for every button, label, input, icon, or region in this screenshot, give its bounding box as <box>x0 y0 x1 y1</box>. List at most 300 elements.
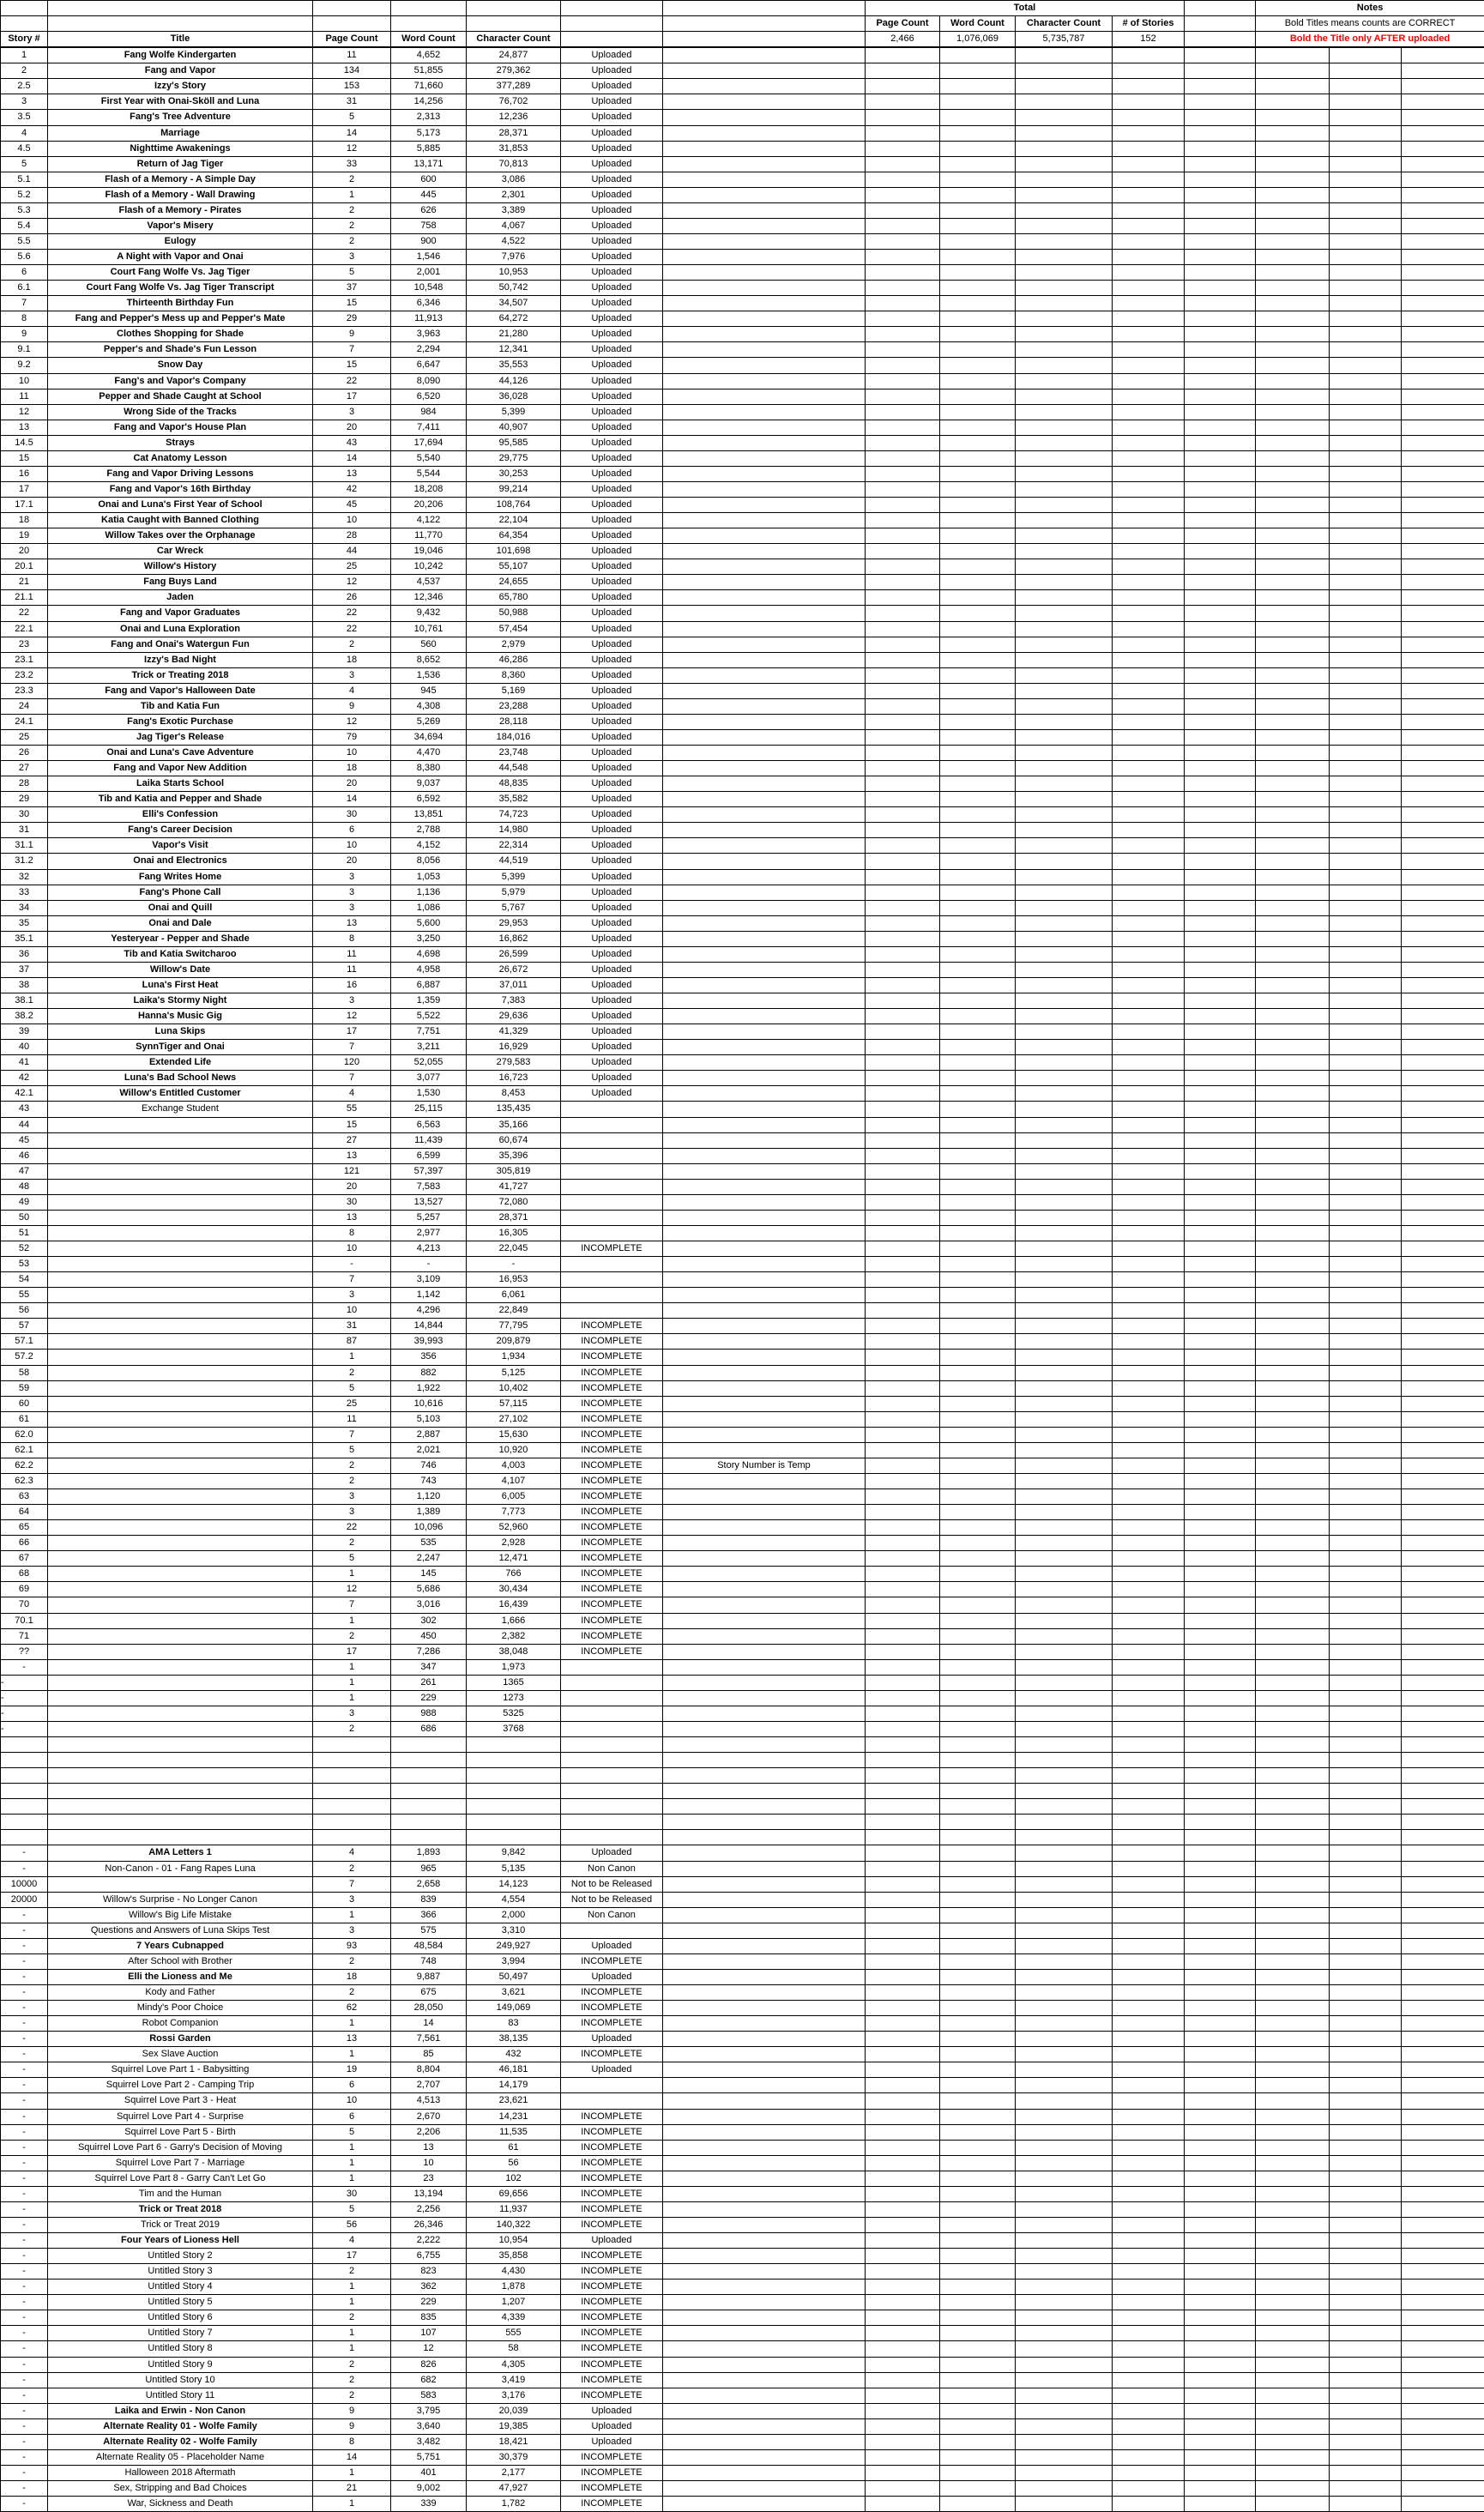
cell-empty[interactable] <box>1330 1815 1402 1830</box>
cell-note[interactable] <box>663 2047 866 2062</box>
cell-status[interactable]: INCOMPLETE <box>561 2280 663 2295</box>
cell-empty[interactable] <box>940 1799 1016 1815</box>
cell-empty[interactable] <box>1113 1923 1185 1938</box>
cell-empty[interactable] <box>1016 1071 1113 1086</box>
cell-empty[interactable] <box>1185 1799 1256 1815</box>
cell-empty[interactable] <box>1256 667 1330 683</box>
cell-empty[interactable] <box>866 187 940 202</box>
cell-note[interactable] <box>663 1985 866 2001</box>
cell-empty[interactable] <box>1256 1288 1330 1303</box>
cell-page-count[interactable]: 22 <box>313 621 391 637</box>
cell-empty[interactable] <box>940 63 1016 79</box>
cell-character-count[interactable]: 8,453 <box>467 1086 561 1102</box>
cell-empty[interactable] <box>940 2093 1016 2109</box>
cell-note[interactable] <box>663 1582 866 1597</box>
cell-status[interactable] <box>561 1194 663 1210</box>
cell-page-count[interactable]: 4 <box>313 1845 391 1861</box>
cell-note[interactable] <box>663 1907 866 1923</box>
cell-empty[interactable] <box>866 1907 940 1923</box>
cell-empty[interactable] <box>1402 1520 1484 1536</box>
cell-page-count[interactable]: 3 <box>313 993 391 1009</box>
cell-empty[interactable] <box>1113 1706 1185 1721</box>
cell-empty[interactable] <box>1256 79 1330 94</box>
cell-status[interactable]: INCOMPLETE <box>561 2047 663 2062</box>
cell-empty[interactable] <box>1185 590 1256 606</box>
cell-title[interactable] <box>48 1132 313 1148</box>
cell-empty[interactable] <box>1256 977 1330 993</box>
cell-empty[interactable] <box>1113 962 1185 977</box>
cell-empty[interactable] <box>1402 1551 1484 1567</box>
cell-empty[interactable] <box>1185 1845 1256 1861</box>
cell-status[interactable] <box>561 1117 663 1132</box>
cell-empty[interactable] <box>866 559 940 575</box>
cell-empty[interactable] <box>1256 466 1330 481</box>
cell-empty[interactable] <box>1256 2465 1330 2480</box>
cell-note[interactable] <box>663 962 866 977</box>
cell-empty[interactable] <box>940 1024 1016 1040</box>
cell-empty[interactable] <box>866 466 940 481</box>
cell-status[interactable]: INCOMPLETE <box>561 1597 663 1613</box>
cell-story-num[interactable]: 5.2 <box>1 187 48 202</box>
cell-empty[interactable] <box>940 1721 1016 1736</box>
cell-note[interactable] <box>663 125 866 141</box>
cell-empty[interactable] <box>1402 977 1484 993</box>
cell-empty[interactable] <box>866 528 940 544</box>
cell-note[interactable] <box>663 1380 866 1396</box>
cell-empty[interactable] <box>1402 265 1484 281</box>
cell-title[interactable]: Onai and Luna's Cave Adventure <box>48 746 313 761</box>
cell-empty[interactable] <box>1185 1396 1256 1411</box>
cell-page-count[interactable]: 11 <box>313 47 391 63</box>
cell-empty[interactable] <box>940 498 1016 513</box>
cell-empty[interactable] <box>866 110 940 125</box>
cell-page-count[interactable]: 2 <box>313 218 391 233</box>
cell-empty[interactable] <box>940 931 1016 946</box>
cell-title[interactable] <box>48 1582 313 1597</box>
cell-empty[interactable] <box>561 1799 663 1815</box>
cell-empty[interactable] <box>866 729 940 745</box>
cell-empty[interactable] <box>1330 698 1402 714</box>
cell-empty[interactable] <box>1256 218 1330 233</box>
cell-empty[interactable] <box>1330 2124 1402 2140</box>
cell-word-count[interactable]: 401 <box>391 2465 467 2480</box>
cell-note[interactable] <box>663 1675 866 1690</box>
cell-story-num[interactable]: - <box>1 1985 48 2001</box>
cell-character-count[interactable]: 35,858 <box>467 2249 561 2264</box>
cell-empty[interactable] <box>1330 1086 1402 1102</box>
cell-empty[interactable] <box>940 792 1016 807</box>
cell-empty[interactable] <box>1330 1194 1402 1210</box>
cell-note[interactable] <box>663 838 866 854</box>
cell-empty[interactable] <box>1113 1675 1185 1690</box>
cell-note[interactable] <box>663 575 866 590</box>
cell-page-count[interactable]: 18 <box>313 761 391 776</box>
cell-story-num[interactable]: 57.2 <box>1 1350 48 1365</box>
cell-empty[interactable] <box>940 1815 1016 1830</box>
cell-word-count[interactable]: 12 <box>391 2341 467 2357</box>
cell-empty[interactable] <box>866 1675 940 1690</box>
cell-story-num[interactable]: - <box>1 2140 48 2155</box>
cell-status[interactable]: Uploaded <box>561 172 663 187</box>
cell-empty[interactable] <box>1185 1071 1256 1086</box>
cell-empty[interactable] <box>1256 1706 1330 1721</box>
cell-title[interactable]: Fang and Vapor's Halloween Date <box>48 683 313 698</box>
cell-empty[interactable] <box>1256 698 1330 714</box>
cell-status[interactable]: Uploaded <box>561 962 663 977</box>
cell-word-count[interactable]: 145 <box>391 1567 467 1582</box>
cell-empty[interactable] <box>1185 2186 1256 2201</box>
cell-note[interactable] <box>663 2093 866 2109</box>
cell-title[interactable]: Onai and Luna's First Year of School <box>48 498 313 513</box>
cell-empty[interactable] <box>866 652 940 667</box>
cell-empty[interactable] <box>1330 2264 1402 2280</box>
cell-word-count[interactable]: 6,647 <box>391 358 467 373</box>
cell-page-count[interactable]: 5 <box>313 2201 391 2217</box>
cell-character-count[interactable]: 12,236 <box>467 110 561 125</box>
cell-empty[interactable] <box>1402 1194 1484 1210</box>
cell-page-count[interactable]: 22 <box>313 373 391 389</box>
cell-empty[interactable] <box>1113 575 1185 590</box>
cell-empty[interactable] <box>1113 1597 1185 1613</box>
cell-empty[interactable] <box>1402 1102 1484 1117</box>
cell-empty[interactable] <box>940 746 1016 761</box>
cell-empty[interactable] <box>866 1350 940 1365</box>
cell-empty[interactable] <box>1185 606 1256 621</box>
cell-page-count[interactable]: 31 <box>313 1319 391 1334</box>
cell-word-count[interactable]: 26,346 <box>391 2217 467 2232</box>
cell-empty[interactable] <box>1402 1210 1484 1225</box>
cell-character-count[interactable]: 1,934 <box>467 1350 561 1365</box>
cell-note[interactable] <box>663 1272 866 1288</box>
cell-status[interactable]: Uploaded <box>561 977 663 993</box>
cell-empty[interactable] <box>1016 1148 1113 1163</box>
cell-empty[interactable] <box>1016 590 1113 606</box>
cell-empty[interactable] <box>940 977 1016 993</box>
cell-empty[interactable] <box>561 1768 663 1784</box>
cell-title[interactable]: Snow Day <box>48 358 313 373</box>
cell-status[interactable]: INCOMPLETE <box>561 2465 663 2480</box>
cell-character-count[interactable]: 15,630 <box>467 1427 561 1442</box>
cell-empty[interactable] <box>940 1210 1016 1225</box>
cell-character-count[interactable]: 72,080 <box>467 1194 561 1210</box>
cell-empty[interactable] <box>1402 2217 1484 2232</box>
cell-page-count[interactable]: 9 <box>313 2418 391 2434</box>
cell-story-num[interactable]: 62.1 <box>1 1442 48 1458</box>
cell-empty[interactable] <box>866 838 940 854</box>
cell-note[interactable] <box>663 1613 866 1628</box>
cell-empty[interactable] <box>1256 2264 1330 2280</box>
cell-empty[interactable] <box>1185 1040 1256 1055</box>
cell-character-count[interactable]: 36,028 <box>467 389 561 404</box>
cell-empty[interactable] <box>1402 1690 1484 1706</box>
cell-empty[interactable] <box>1185 1102 1256 1117</box>
cell-word-count[interactable]: 2,977 <box>391 1225 467 1241</box>
cell-empty[interactable] <box>1016 1597 1113 1613</box>
cell-word-count[interactable]: 600 <box>391 172 467 187</box>
cell-title[interactable]: Untitled Story 4 <box>48 2280 313 2295</box>
cell-page-count[interactable]: - <box>313 1257 391 1272</box>
cell-empty[interactable] <box>1330 1365 1402 1380</box>
cell-word-count[interactable]: 85 <box>391 2047 467 2062</box>
cell-empty[interactable] <box>1185 544 1256 559</box>
cell-title[interactable]: 7 Years Cubnapped <box>48 1938 313 1953</box>
cell-character-count[interactable]: 35,582 <box>467 792 561 807</box>
cell-empty[interactable] <box>1113 79 1185 94</box>
cell-empty[interactable] <box>1402 2418 1484 2434</box>
cell-empty[interactable] <box>1185 2140 1256 2155</box>
cell-empty[interactable] <box>1256 2326 1330 2341</box>
cell-page-count[interactable]: 2 <box>313 2264 391 2280</box>
cell-character-count[interactable]: 31,853 <box>467 141 561 156</box>
cell-character-count[interactable]: 10,954 <box>467 2233 561 2249</box>
cell-character-count[interactable]: 95,585 <box>467 435 561 450</box>
cell-empty[interactable] <box>1185 807 1256 823</box>
cell-empty[interactable] <box>1185 172 1256 187</box>
cell-character-count[interactable]: 4,107 <box>467 1473 561 1488</box>
cell-empty[interactable] <box>1330 606 1402 621</box>
cell-title[interactable]: Luna Skips <box>48 1024 313 1040</box>
cell-empty[interactable] <box>1256 761 1330 776</box>
cell-page-count[interactable]: 5 <box>313 1551 391 1567</box>
cell-title[interactable]: Willow's Big Life Mistake <box>48 1907 313 1923</box>
cell-empty[interactable] <box>1402 1659 1484 1675</box>
cell-empty[interactable] <box>940 1505 1016 1520</box>
cell-empty[interactable] <box>940 1334 1016 1350</box>
cell-empty[interactable] <box>1256 1551 1330 1567</box>
cell-empty[interactable] <box>1330 962 1402 977</box>
cell-empty[interactable] <box>940 2310 1016 2326</box>
cell-word-count[interactable]: 13,171 <box>391 156 467 172</box>
cell-word-count[interactable]: 445 <box>391 187 467 202</box>
cell-empty[interactable] <box>1113 1953 1185 1969</box>
cell-story-num[interactable]: 47 <box>1 1163 48 1179</box>
cell-title[interactable] <box>48 1334 313 1350</box>
cell-empty[interactable] <box>1256 1132 1330 1148</box>
cell-empty[interactable] <box>1185 2357 1256 2372</box>
cell-empty[interactable] <box>1185 2124 1256 2140</box>
cell-empty[interactable] <box>1016 342 1113 358</box>
cell-empty[interactable] <box>1256 575 1330 590</box>
cell-empty[interactable] <box>1113 652 1185 667</box>
cell-empty[interactable] <box>866 962 940 977</box>
cell-title[interactable]: Tim and the Human <box>48 2186 313 2201</box>
cell-title[interactable]: Fang and Vapor New Addition <box>48 761 313 776</box>
cell-empty[interactable] <box>1113 544 1185 559</box>
cell-title[interactable]: Untitled Story 10 <box>48 2372 313 2388</box>
cell-empty[interactable] <box>1256 141 1330 156</box>
cell-status[interactable]: INCOMPLETE <box>561 2249 663 2264</box>
cell-title[interactable]: Fang's Exotic Purchase <box>48 714 313 729</box>
cell-empty[interactable] <box>1016 1923 1113 1938</box>
cell-empty[interactable] <box>1330 2418 1402 2434</box>
cell-empty[interactable] <box>1330 389 1402 404</box>
cell-word-count[interactable]: 57,397 <box>391 1163 467 1179</box>
cell-note[interactable] <box>663 172 866 187</box>
cell-empty[interactable] <box>1016 993 1113 1009</box>
cell-empty[interactable] <box>1256 1272 1330 1288</box>
cell-empty[interactable] <box>1113 47 1185 63</box>
cell-empty[interactable] <box>391 1768 467 1784</box>
cell-empty[interactable] <box>1016 2481 1113 2497</box>
cell-note[interactable] <box>663 1009 866 1024</box>
cell-note[interactable] <box>663 900 866 915</box>
cell-empty[interactable] <box>1256 63 1330 79</box>
cell-empty[interactable] <box>1185 1505 1256 1520</box>
cell-empty[interactable] <box>1256 420 1330 435</box>
cell-note[interactable] <box>663 250 866 265</box>
cell-page-count[interactable]: 14 <box>313 450 391 466</box>
cell-empty[interactable] <box>1402 1179 1484 1194</box>
cell-word-count[interactable]: 535 <box>391 1536 467 1551</box>
cell-page-count[interactable]: 120 <box>313 1055 391 1071</box>
cell-note[interactable] <box>663 683 866 698</box>
cell-empty[interactable] <box>561 1737 663 1753</box>
cell-empty[interactable] <box>866 2032 940 2047</box>
cell-note[interactable] <box>663 1350 866 1365</box>
cell-note[interactable] <box>663 281 866 296</box>
cell-word-count[interactable]: 302 <box>391 1613 467 1628</box>
cell-empty[interactable] <box>940 776 1016 792</box>
cell-word-count[interactable]: 229 <box>391 1690 467 1706</box>
cell-empty[interactable] <box>1113 2078 1185 2093</box>
cell-empty[interactable] <box>1256 1953 1330 1969</box>
cell-word-count[interactable]: 10,616 <box>391 1396 467 1411</box>
cell-note[interactable] <box>663 1690 866 1706</box>
cell-word-count[interactable]: 988 <box>391 1706 467 1721</box>
cell-status[interactable]: Uploaded <box>561 481 663 497</box>
cell-story-num[interactable]: 52 <box>1 1241 48 1257</box>
cell-empty[interactable] <box>1113 807 1185 823</box>
cell-status[interactable]: INCOMPLETE <box>561 1953 663 1969</box>
cell-empty[interactable] <box>866 404 940 420</box>
cell-status[interactable]: Uploaded <box>561 1845 663 1861</box>
cell-status[interactable] <box>561 1303 663 1319</box>
cell-empty[interactable] <box>1185 1473 1256 1488</box>
cell-empty[interactable] <box>1402 1442 1484 1458</box>
cell-empty[interactable] <box>1185 2062 1256 2078</box>
cell-empty[interactable] <box>1256 2171 1330 2186</box>
cell-empty[interactable] <box>467 1830 561 1845</box>
cell-empty[interactable] <box>467 1768 561 1784</box>
cell-page-count[interactable]: 55 <box>313 1102 391 1117</box>
cell-empty[interactable] <box>1330 435 1402 450</box>
cell-page-count[interactable]: 12 <box>313 1009 391 1024</box>
cell-character-count[interactable]: 3,419 <box>467 2372 561 2388</box>
cell-empty[interactable] <box>1113 931 1185 946</box>
cell-empty[interactable] <box>1016 2403 1113 2418</box>
cell-empty[interactable] <box>1402 1505 1484 1520</box>
cell-empty[interactable] <box>940 683 1016 698</box>
cell-empty[interactable] <box>1256 2078 1330 2093</box>
cell-empty[interactable] <box>1016 481 1113 497</box>
cell-word-count[interactable]: 10,096 <box>391 1520 467 1536</box>
cell-empty[interactable] <box>1185 1163 1256 1179</box>
cell-page-count[interactable]: 3 <box>313 1505 391 1520</box>
cell-empty[interactable] <box>940 1194 1016 1210</box>
cell-character-count[interactable]: 46,286 <box>467 652 561 667</box>
cell-empty[interactable] <box>1016 1427 1113 1442</box>
cell-story-num[interactable]: - <box>1 2434 48 2449</box>
cell-character-count[interactable]: 3768 <box>467 1721 561 1736</box>
cell-character-count[interactable]: 35,553 <box>467 358 561 373</box>
cell-empty[interactable] <box>1185 1830 1256 1845</box>
cell-title[interactable]: Jaden <box>48 590 313 606</box>
cell-page-count[interactable]: 3 <box>313 885 391 900</box>
cell-empty[interactable] <box>940 1706 1016 1721</box>
cell-empty[interactable] <box>1185 2155 1256 2171</box>
cell-empty[interactable] <box>866 2326 940 2341</box>
cell-note[interactable] <box>663 2418 866 2434</box>
cell-empty[interactable] <box>1402 2326 1484 2341</box>
cell-page-count[interactable]: 2 <box>313 1953 391 1969</box>
cell-title[interactable]: Onai and Quill <box>48 900 313 915</box>
cell-status[interactable] <box>561 2078 663 2093</box>
total-col-character-count[interactable]: Character Count <box>1016 16 1113 32</box>
cell-empty[interactable] <box>1185 838 1256 854</box>
cell-empty[interactable] <box>1185 265 1256 281</box>
cell-empty[interactable] <box>1256 156 1330 172</box>
cell-empty[interactable] <box>1016 1102 1113 1117</box>
cell-empty[interactable] <box>1113 498 1185 513</box>
cell-empty[interactable] <box>561 1 663 16</box>
cell-empty[interactable] <box>1256 1458 1330 1473</box>
cell-word-count[interactable]: 9,887 <box>391 1969 467 1984</box>
cell-empty[interactable] <box>940 1365 1016 1380</box>
cell-page-count[interactable]: 7 <box>313 1272 391 1288</box>
cell-empty[interactable] <box>1113 1040 1185 1055</box>
cell-title[interactable]: Untitled Story 7 <box>48 2326 313 2341</box>
cell-word-count[interactable]: 229 <box>391 2295 467 2310</box>
cell-title[interactable]: Willow's History <box>48 559 313 575</box>
cell-note[interactable] <box>663 450 866 466</box>
cell-empty[interactable] <box>1185 2264 1256 2280</box>
cell-story-num[interactable]: 31.1 <box>1 838 48 854</box>
cell-empty[interactable] <box>1330 915 1402 931</box>
cell-empty[interactable] <box>48 1830 313 1845</box>
cell-empty[interactable] <box>940 1380 1016 1396</box>
cell-page-count[interactable]: 1 <box>313 1567 391 1582</box>
cell-empty[interactable] <box>1113 1194 1185 1210</box>
cell-title[interactable] <box>48 1597 313 1613</box>
cell-empty[interactable] <box>1402 637 1484 652</box>
cell-page-count[interactable]: 2 <box>313 1473 391 1488</box>
cell-empty[interactable] <box>1256 637 1330 652</box>
cell-status[interactable] <box>561 1210 663 1225</box>
cell-page-count[interactable]: 26 <box>313 590 391 606</box>
cell-empty[interactable] <box>1256 1411 1330 1427</box>
cell-story-num[interactable]: - <box>1 1690 48 1706</box>
cell-story-num[interactable]: - <box>1 2497 48 2512</box>
cell-empty[interactable] <box>866 1040 940 1055</box>
cell-empty[interactable] <box>866 141 940 156</box>
cell-status[interactable]: INCOMPLETE <box>561 1334 663 1350</box>
cell-character-count[interactable]: 44,548 <box>467 761 561 776</box>
cell-empty[interactable] <box>1330 2326 1402 2341</box>
cell-empty[interactable] <box>1016 1163 1113 1179</box>
cell-title[interactable]: Squirrel Love Part 8 - Garry Can't Let Go <box>48 2171 313 2186</box>
cell-character-count[interactable]: 56 <box>467 2155 561 2171</box>
cell-word-count[interactable]: 823 <box>391 2264 467 2280</box>
cell-status[interactable]: INCOMPLETE <box>561 1628 663 1644</box>
cell-note[interactable] <box>663 1427 866 1442</box>
cell-empty[interactable] <box>1185 683 1256 698</box>
cell-character-count[interactable]: 3,389 <box>467 202 561 218</box>
cell-empty[interactable] <box>1113 1319 1185 1334</box>
cell-empty[interactable] <box>1256 2201 1330 2217</box>
cell-character-count[interactable]: 6,061 <box>467 1288 561 1303</box>
cell-status[interactable]: Uploaded <box>561 420 663 435</box>
cell-status[interactable]: Uploaded <box>561 823 663 838</box>
